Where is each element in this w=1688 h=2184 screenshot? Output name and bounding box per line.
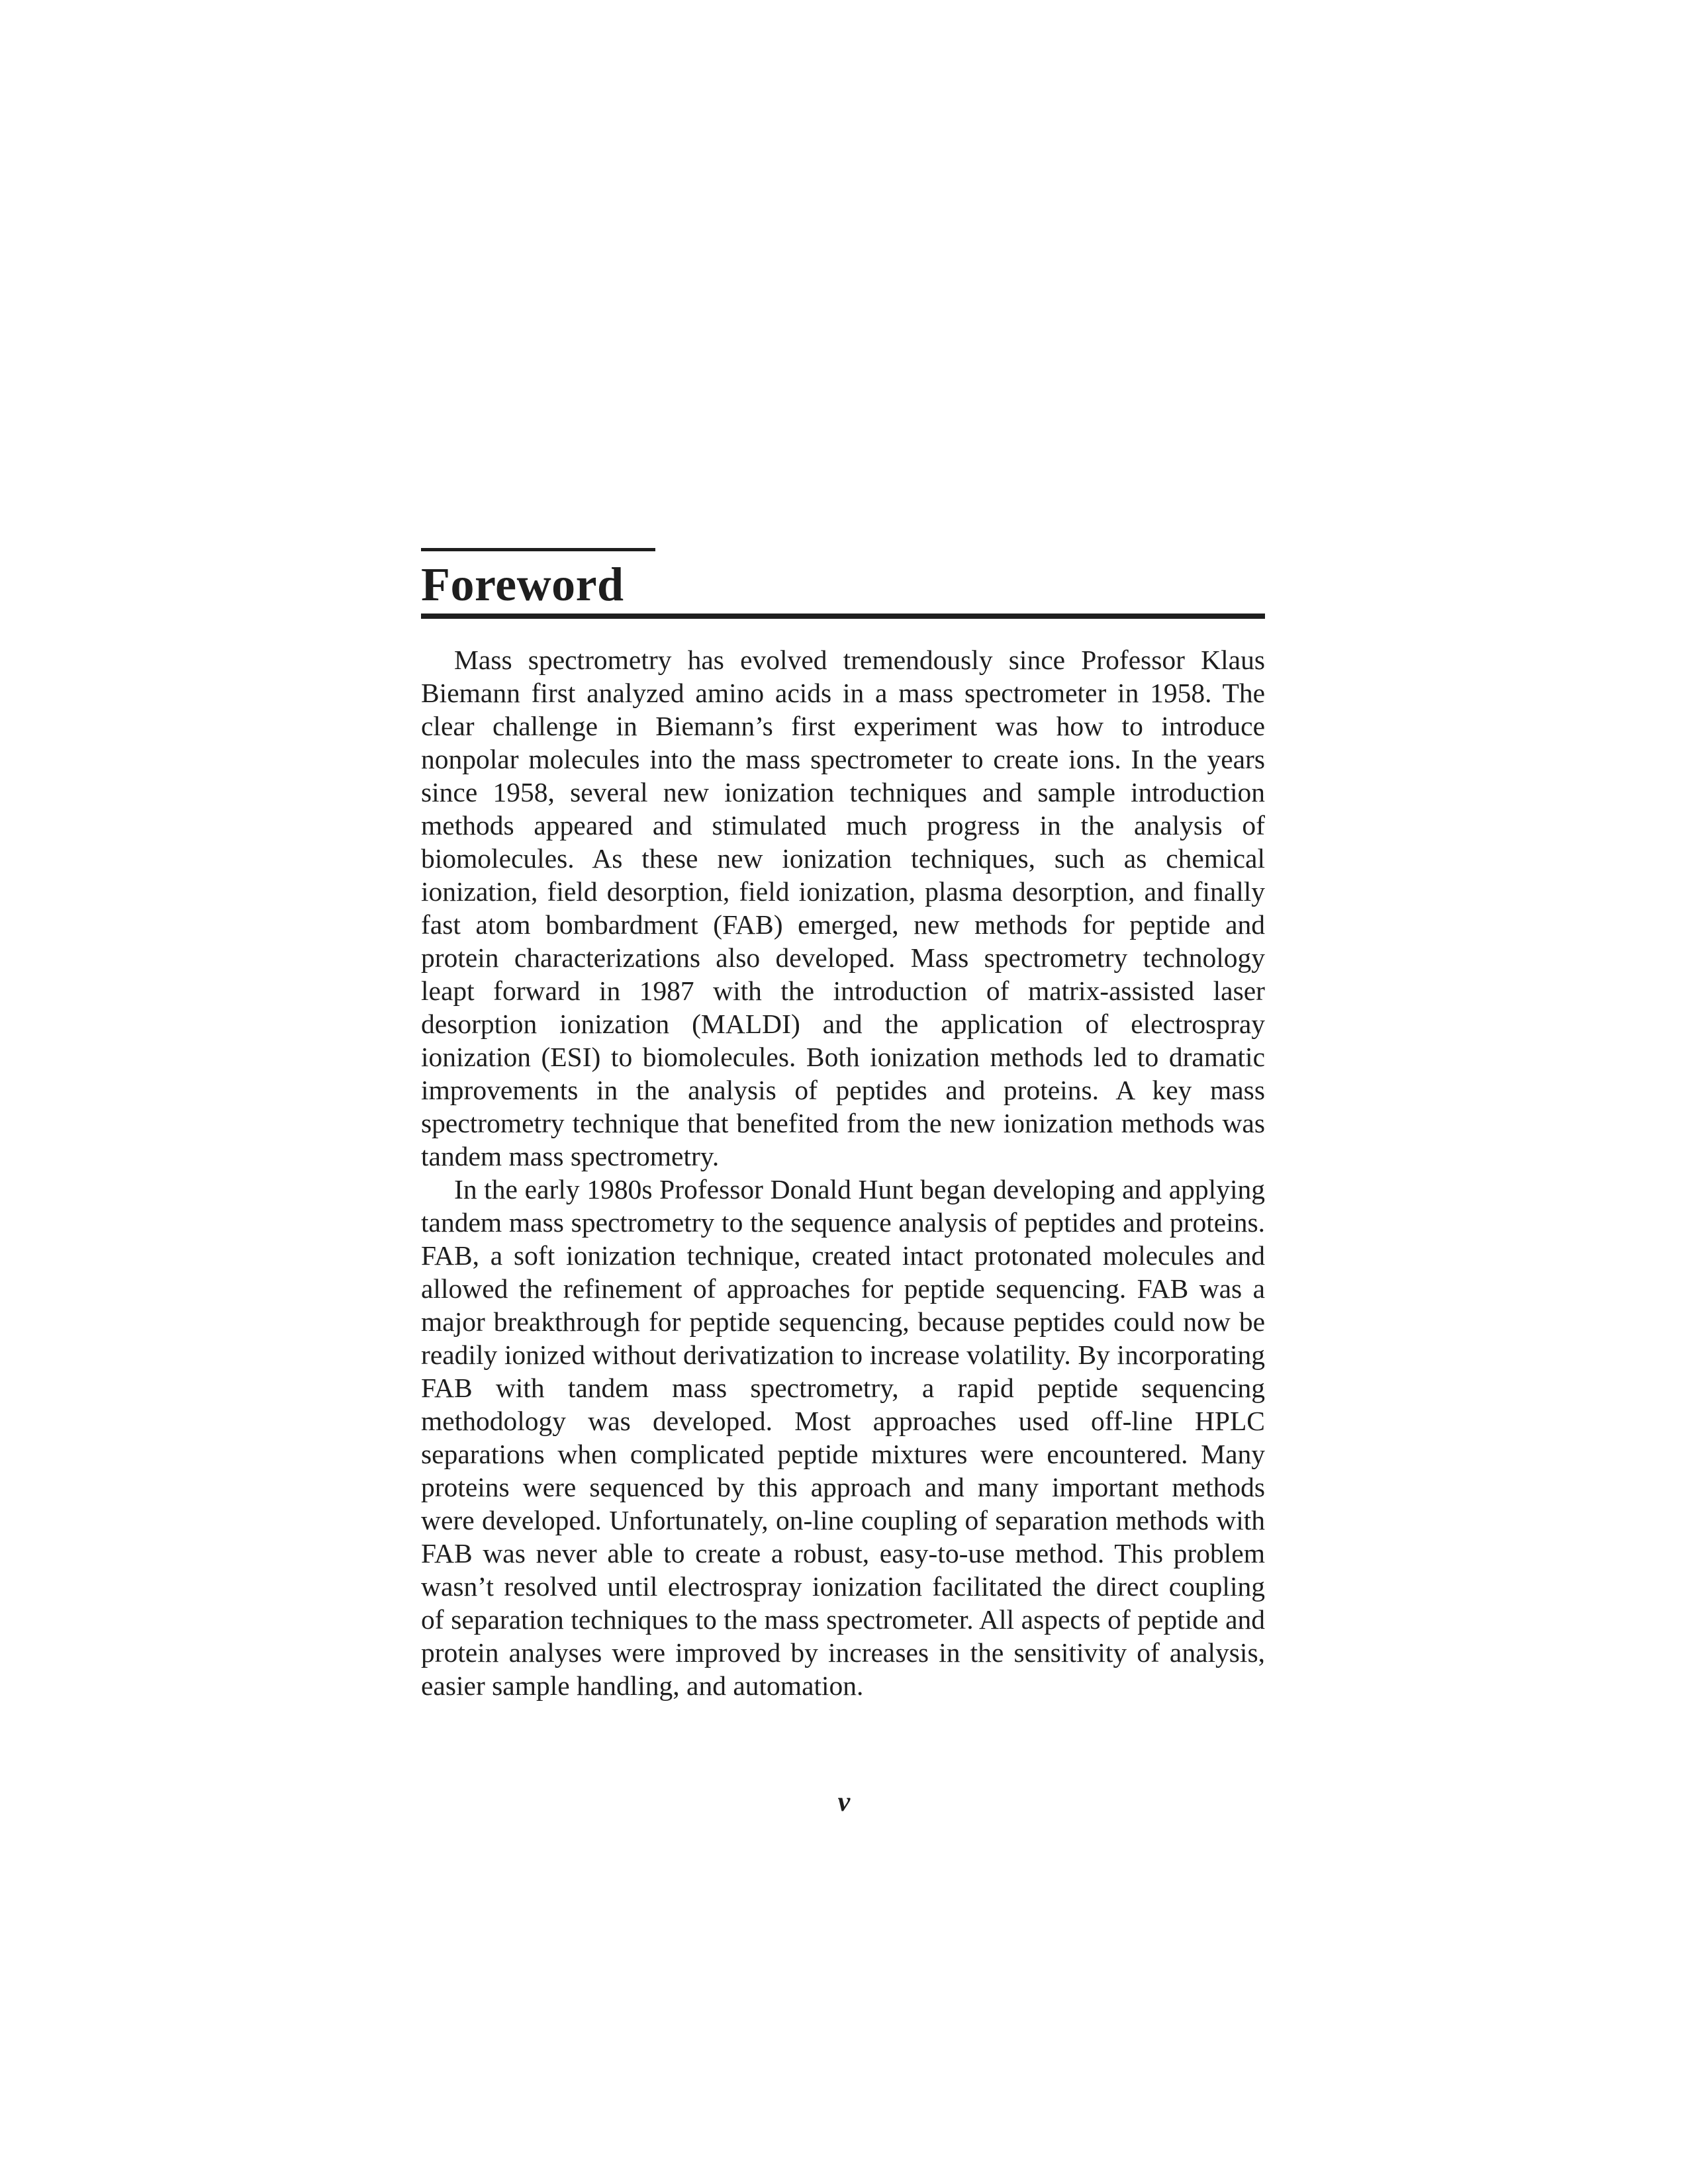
paragraph-1: Mass spectrometry has evolved tremendously since Professor Klaus Biemann first analyzed amino acids in a mass spectrometer in 1958. The clear challenge in Biemann’s first experiment was how to introduce nonpolar molecules into the mass spectrometer to create ions. In the years since 1958, several new ionization techniques and sample introduction methods appeared and stimulated much progress in the analysis of biomolecules. As these new ionization techniques, such as chemical ionization, field desorption, field ionization, plasma desorption, and finally fast atom bombardment (FAB) emerged, new methods for peptide and protein characterizations also developed. Mass spectrometry technology leapt forward in 1987 with the introduction of matrix-assisted laser desorption ionization (MALDI) and the application of electrospray ionization (ESI) to biomolecules. Both ionization methods led to dramatic improvements in the analysis of peptides and proteins. A key mass spectrometry technique that benefited from the new ionization methods was tandem mass spectrometry. (421, 645, 1265, 1171)
page-number: v (837, 1787, 851, 1817)
heading-bottom-rule (421, 614, 1265, 619)
paragraph-2: In the early 1980s Professor Donald Hunt began developing and applying tandem mass spectrometry to the sequence analysis of peptides and proteins. FAB, a soft ionization technique, created intact protonated molecules and allowed the refinement of approaches for peptide sequencing. FAB was a major breakthrough for peptide sequencing, because peptides could now be readily ionized without derivatization to increase volatility. By incorporating FAB with tandem mass spectrometry, a rapid peptide sequencing methodology was developed. Most approaches used off-line HPLC separations when complicated peptide mixtures were encountered. Many proteins were sequenced by this approach and many important methods were developed. Unfortunately, on-line coupling of separation methods with FAB was never able to create a robust, easy-to-use method. This problem wasn’t resolved until electrospray ionization facilitated the direct coupling of separation techniques to the mass spectrometer. All aspects of peptide and protein analyses were improved by increases in the sensitivity of analysis, easier sample handling, and automation. (421, 1174, 1265, 1701)
heading-top-rule (421, 548, 655, 551)
foreword-body (421, 643, 1265, 1702)
page-title: Foreword (421, 558, 624, 611)
